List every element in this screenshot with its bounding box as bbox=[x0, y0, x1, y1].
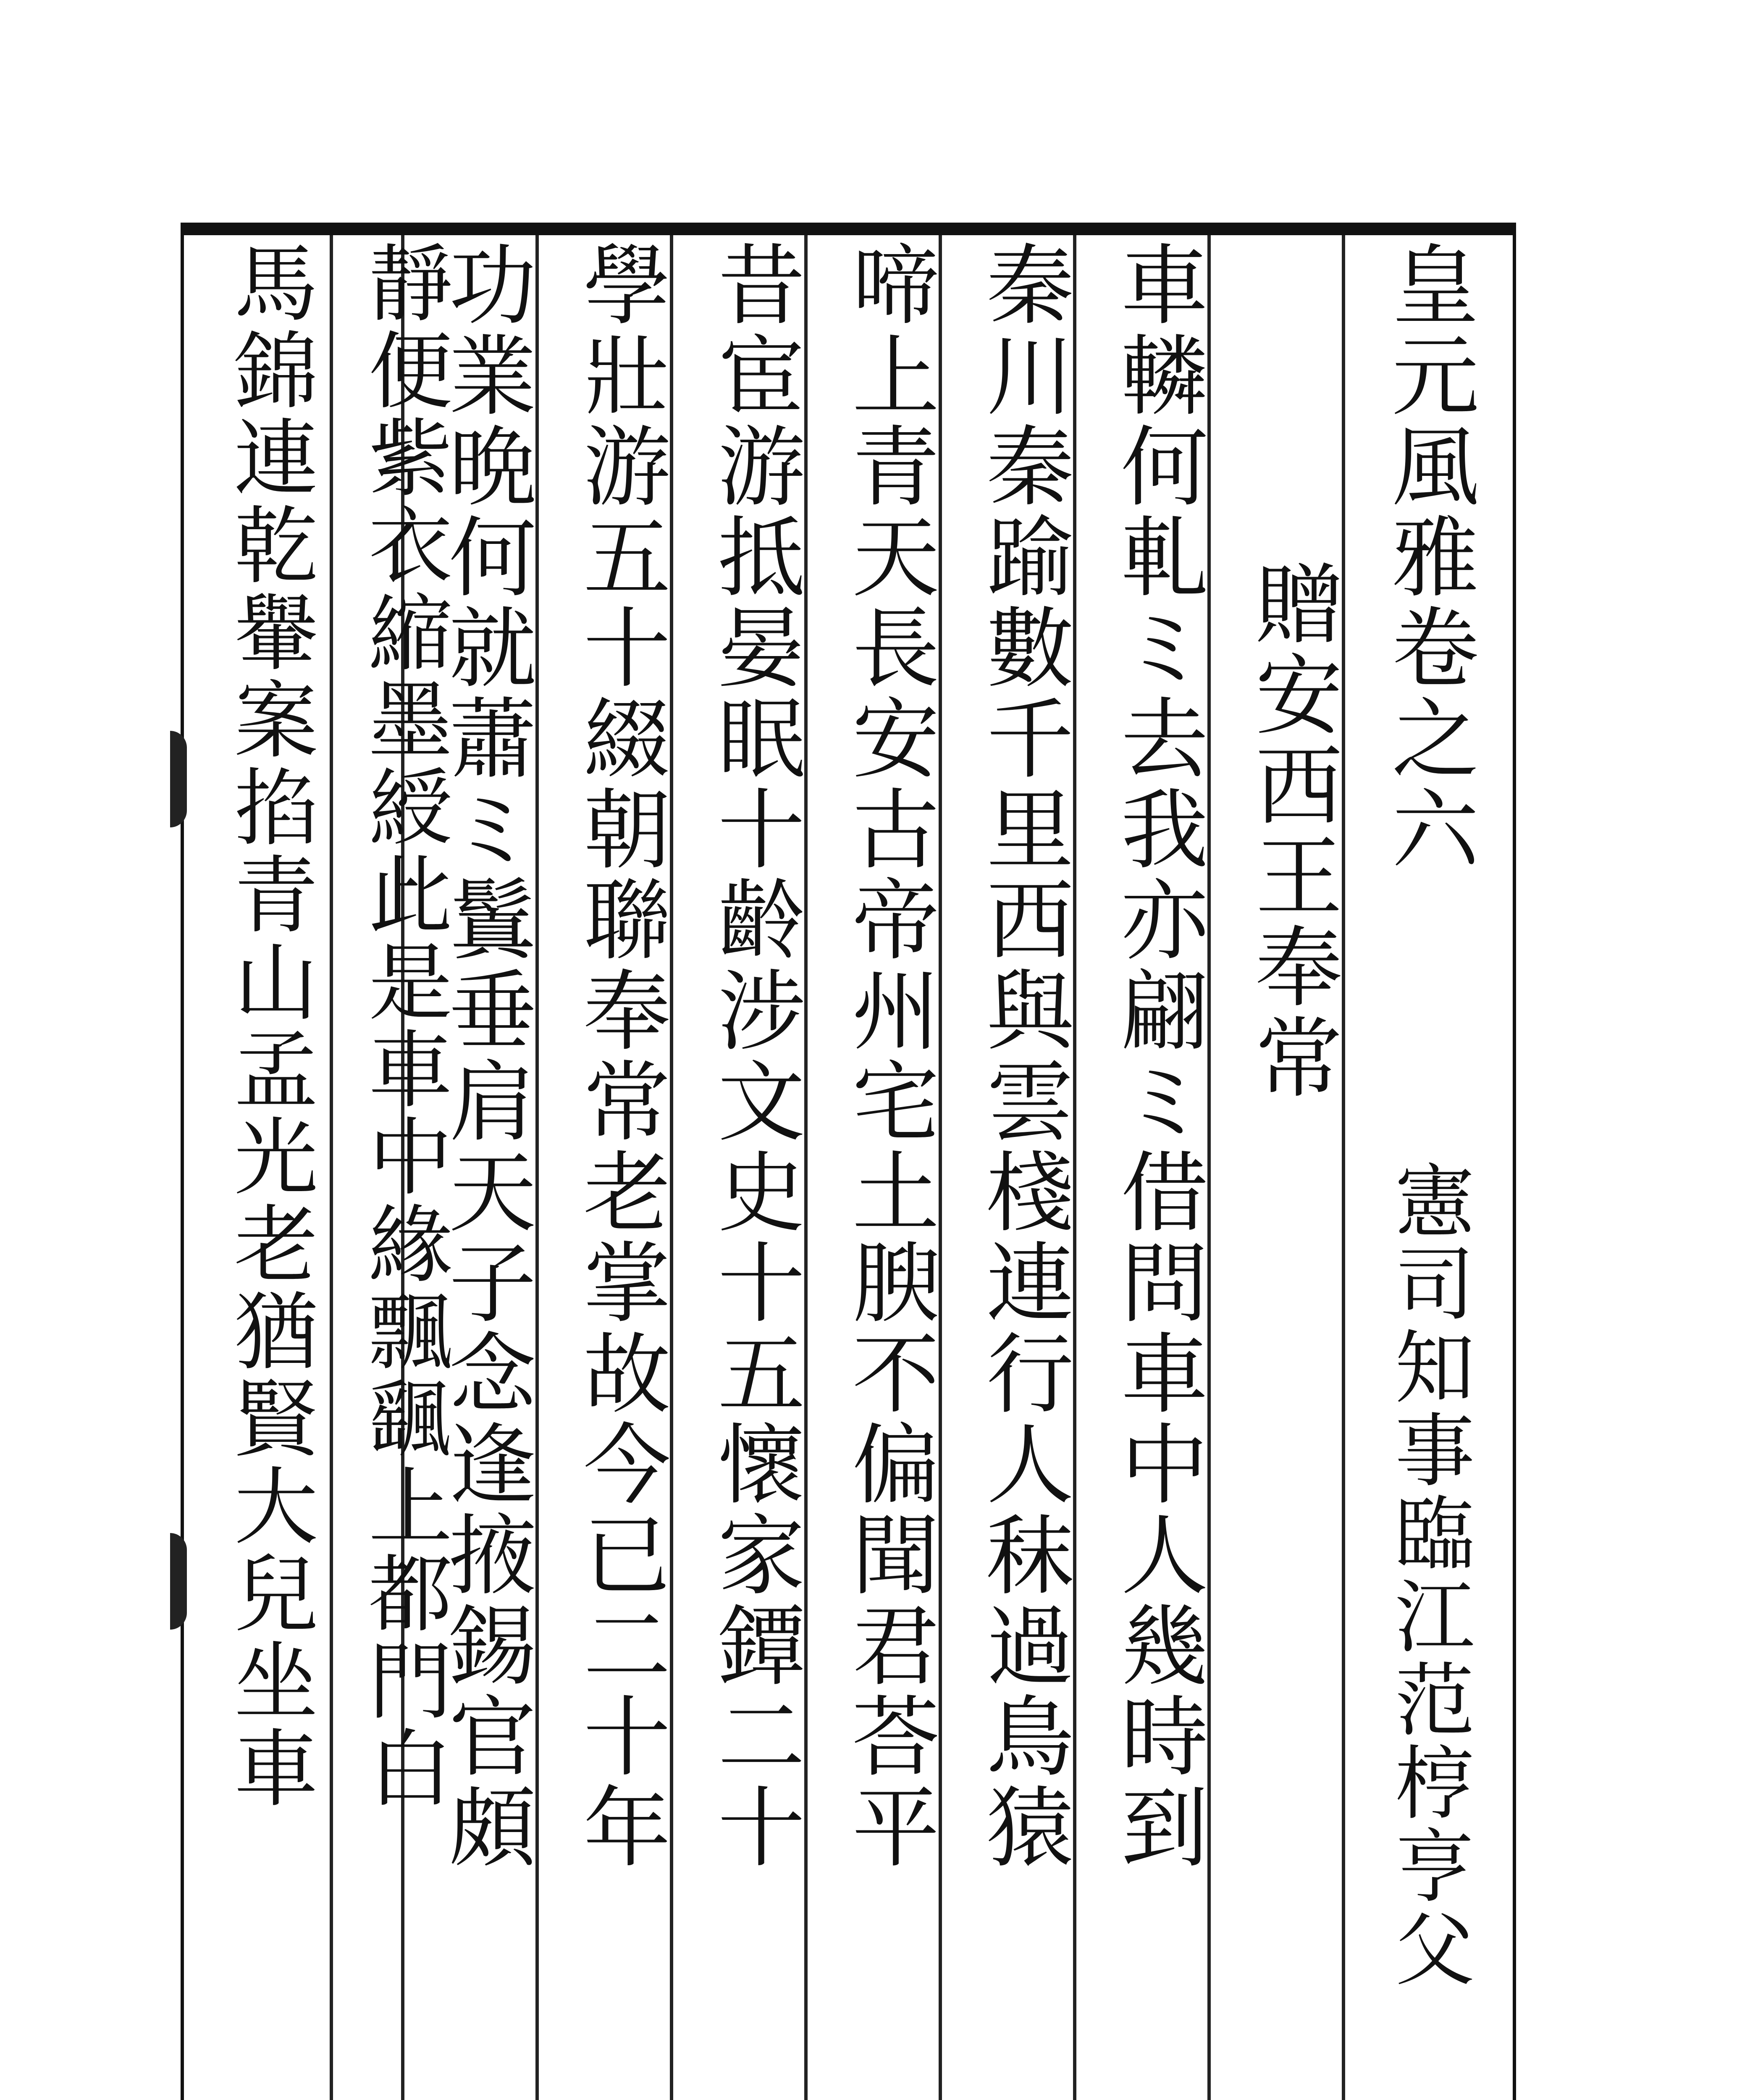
poem-column-1 bbox=[1090, 239, 1224, 1872]
poem-line: 靜便紫衣縮墨綬此是車中緣飄颻上都門白 bbox=[354, 239, 452, 1812]
book-title: 皇元風雅卷之六 bbox=[1377, 239, 1479, 874]
poem-column-8 bbox=[202, 239, 336, 1812]
poem-line: 功業晩何就蕭ミ鬒垂肩天子念逢掖錫官頗 bbox=[434, 239, 536, 1872]
poem-column-7 bbox=[336, 239, 470, 1812]
poem-line: 昔宦游抵晏眠十齡涉文史十五懷家鐔二十 bbox=[703, 239, 805, 1872]
poem-column-2 bbox=[955, 239, 1090, 1872]
poem-column-3 bbox=[821, 239, 955, 1872]
binding-notch bbox=[170, 731, 187, 827]
author-column bbox=[1361, 1159, 1495, 1991]
poem-line: 馬錦連乾轝案掐青山孟光老猶賢大兒坐車 bbox=[220, 239, 318, 1812]
book-title-column bbox=[1361, 239, 1495, 874]
poem-line: 車轔何軋ミ去我亦翩ミ借問車中人幾時到 bbox=[1106, 239, 1208, 1872]
column-divider bbox=[1342, 235, 1345, 2100]
poem-column-5 bbox=[552, 239, 687, 1872]
poem-column-4 bbox=[687, 239, 821, 1872]
poem-title: 贈安西王奉常 bbox=[1241, 559, 1342, 1103]
binding-notch bbox=[170, 1533, 187, 1630]
poem-line: 學壯游五十綴朝聯奉常老掌故今已二十年 bbox=[569, 239, 670, 1872]
poem-line: 秦川秦踰數千里西與雲棧連行人秣過鳥猿 bbox=[972, 239, 1073, 1872]
author-line: 憲司知事臨江范梈亨父 bbox=[1382, 1159, 1475, 1991]
poem-line: 啼上青天長安古帝州宅土腴不偏聞君荅平 bbox=[837, 239, 939, 1872]
poem-title-column bbox=[1224, 559, 1359, 1103]
